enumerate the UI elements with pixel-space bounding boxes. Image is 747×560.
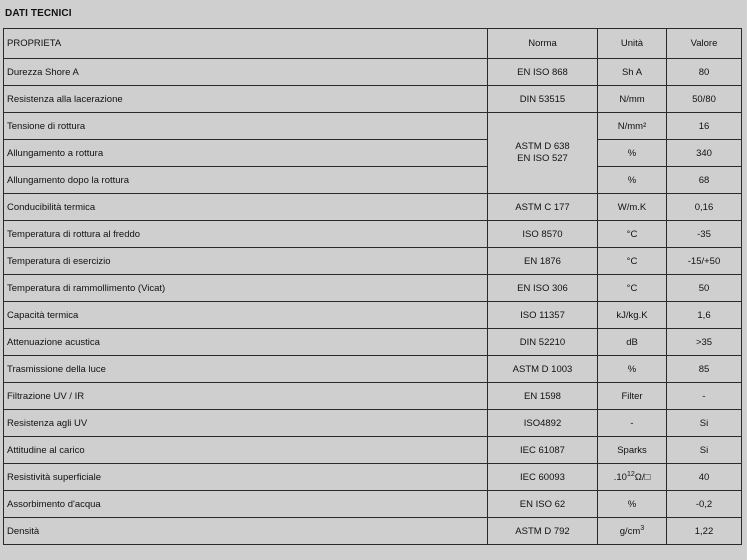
unit-cell: % <box>598 140 667 167</box>
standard-cell: EN ISO 306 <box>488 275 598 302</box>
property-cell: Attitudine al carico <box>4 437 488 464</box>
property-cell: Tensione di rottura <box>4 113 488 140</box>
property-cell: Temperatura di rammollimento (Vicat) <box>4 275 488 302</box>
value-cell: -15/+50 <box>667 248 742 275</box>
table-row <box>4 86 742 113</box>
table-row <box>4 221 742 248</box>
unit-cell: °C <box>598 275 667 302</box>
standard-cell: IEC 60093 <box>488 464 598 491</box>
value-cell: 340 <box>667 140 742 167</box>
value-cell: Si <box>667 410 742 437</box>
property-cell: Durezza Shore A <box>4 59 488 86</box>
unit-cell: % <box>598 491 667 518</box>
value-cell: -35 <box>667 221 742 248</box>
table-row <box>4 167 742 194</box>
standard-cell: ISO 8570 <box>488 221 598 248</box>
value-cell: 40 <box>667 464 742 491</box>
property-cell: Assorbimento d'acqua <box>4 491 488 518</box>
section-heading: DATI TECNICI <box>5 8 72 19</box>
standard-cell: EN 1598 <box>488 383 598 410</box>
standard-cell: EN 1876 <box>488 248 598 275</box>
unit-cell: W/m.K <box>598 194 667 221</box>
property-cell: Allungamento a rottura <box>4 140 488 167</box>
standard-cell: IEC 61087 <box>488 437 598 464</box>
value-cell: >35 <box>667 329 742 356</box>
unit-cell <box>598 518 667 545</box>
property-cell: Temperatura di esercizio <box>4 248 488 275</box>
standard-line: EN ISO 527 <box>517 153 568 164</box>
unit-cell: kJ/kg.K <box>598 302 667 329</box>
property-cell: Filtrazione UV / IR <box>4 383 488 410</box>
table-header-row <box>4 29 742 59</box>
column-header-standard: Norma <box>488 29 598 59</box>
table-row <box>4 248 742 275</box>
unit-cell: °C <box>598 248 667 275</box>
table-row <box>4 113 742 140</box>
table-row <box>4 356 742 383</box>
unit-cell: dB <box>598 329 667 356</box>
table-row <box>4 491 742 518</box>
unit-cell: Filter <box>598 383 667 410</box>
value-cell: - <box>667 383 742 410</box>
unit-cell: % <box>598 356 667 383</box>
unit-cell: N/mm <box>598 86 667 113</box>
standard-cell: ASTM D 792 <box>488 518 598 545</box>
value-cell: 16 <box>667 113 742 140</box>
table-row <box>4 464 742 491</box>
table-row <box>4 329 742 356</box>
standard-cell-merged <box>488 113 598 194</box>
value-cell: 68 <box>667 167 742 194</box>
column-header-value: Valore <box>667 29 742 59</box>
column-header-property: PROPRIETA <box>4 29 488 59</box>
standard-cell: ASTM D 1003 <box>488 356 598 383</box>
table-row <box>4 194 742 221</box>
standard-line: ASTM D 638 <box>515 141 570 152</box>
value-cell: -0,2 <box>667 491 742 518</box>
property-cell: Resistenza agli UV <box>4 410 488 437</box>
unit-cell <box>598 464 667 491</box>
property-cell: Trasmissione della luce <box>4 356 488 383</box>
column-header-unit: Unità <box>598 29 667 59</box>
table-row <box>4 518 742 545</box>
value-cell: 85 <box>667 356 742 383</box>
property-cell: Conducibilità termica <box>4 194 488 221</box>
unit-cell: N/mm² <box>598 113 667 140</box>
standard-cell: ASTM C 177 <box>488 194 598 221</box>
property-cell: Densità <box>4 518 488 545</box>
unit-tail: Ω/□ <box>634 472 651 484</box>
property-cell: Allungamento dopo la rottura <box>4 167 488 194</box>
standard-cell: ISO 11357 <box>488 302 598 329</box>
unit-cell: % <box>598 167 667 194</box>
table-row <box>4 437 742 464</box>
unit-cell: - <box>598 410 667 437</box>
unit-exponent: 12 <box>626 470 635 478</box>
value-cell: 80 <box>667 59 742 86</box>
unit-cell: Sh A <box>598 59 667 86</box>
table-row <box>4 59 742 86</box>
property-cell: Resistività superficiale <box>4 464 488 491</box>
property-cell: Temperatura di rottura al freddo <box>4 221 488 248</box>
unit-cell: °C <box>598 221 667 248</box>
value-cell: 0,16 <box>667 194 742 221</box>
technical-data-table <box>3 28 742 545</box>
value-cell: 1,6 <box>667 302 742 329</box>
standard-cell: EN ISO 62 <box>488 491 598 518</box>
standard-cell: ISO4892 <box>488 410 598 437</box>
value-cell: Si <box>667 437 742 464</box>
table-row <box>4 302 742 329</box>
value-cell: 50 <box>667 275 742 302</box>
property-cell: Capacità termica <box>4 302 488 329</box>
property-cell: Resistenza alla lacerazione <box>4 86 488 113</box>
standard-cell: DIN 52210 <box>488 329 598 356</box>
value-cell: 50/80 <box>667 86 742 113</box>
unit-cell: Sparks <box>598 437 667 464</box>
unit-base: g/cm <box>619 526 641 538</box>
unit-exponent: 3 <box>640 524 645 532</box>
table-row <box>4 383 742 410</box>
unit-base: .10 <box>613 472 627 484</box>
property-cell: Attenuazione acustica <box>4 329 488 356</box>
table-row <box>4 275 742 302</box>
standard-cell: DIN 53515 <box>488 86 598 113</box>
standard-cell: EN ISO 868 <box>488 59 598 86</box>
value-cell: 1,22 <box>667 518 742 545</box>
table-row <box>4 140 742 167</box>
table-row <box>4 410 742 437</box>
